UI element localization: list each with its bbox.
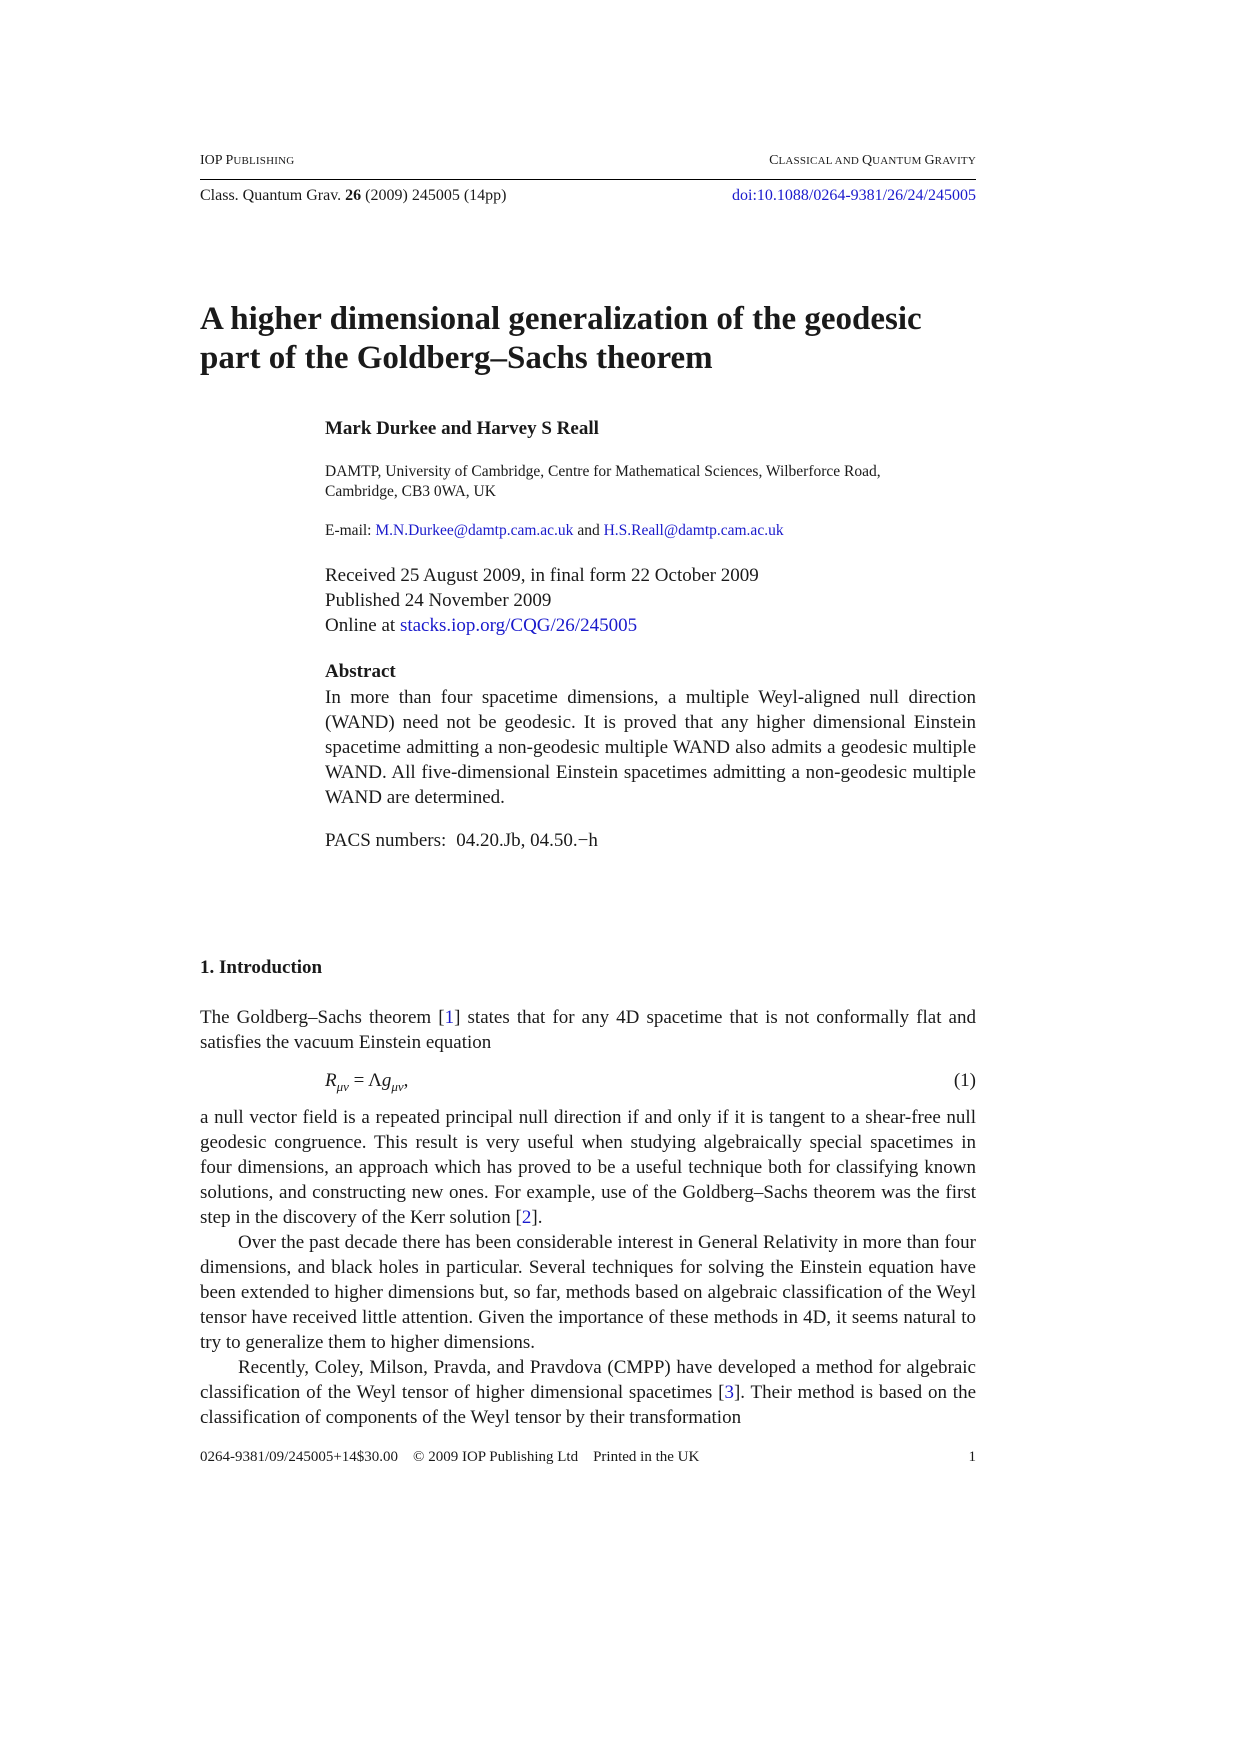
page-number: 1 bbox=[968, 1449, 976, 1465]
received-date: Received 25 August 2009, in final form 22 October 2009 bbox=[325, 565, 759, 586]
published-date: Published 24 November 2009 bbox=[325, 590, 552, 611]
email-link-durkee[interactable]: M.N.Durkee@damtp.cam.ac.uk bbox=[375, 522, 574, 539]
publisher-name: IOP PUBLISHING bbox=[200, 153, 295, 168]
intro-paragraph-3: Over the past decade there has been considerable interest in General Relativity in more than four dimensions, and black holes in particular. Several techniques for solving the Einstein equation have been extended to higher dimensions but, so far, methods based on algebraic classification of the Weyl tensor have received little attention. Given the importance of these methods in 4D, it seems natural to try to generalize them to higher dimensions. bbox=[200, 1232, 976, 1353]
equation-number: (1) bbox=[953, 1070, 976, 1091]
online-url-link[interactable]: stacks.iop.org/CQG/26/245005 bbox=[399, 615, 638, 636]
email-line: E-mail: M.N.Durkee@damtp.cam.ac.uk and H.S.Reall@damtp.cam.ac.uk bbox=[325, 522, 784, 539]
footer-info: 0264-9381/09/245005+14$30.00 © 2009 IOP Publishing Ltd Printed in the UK bbox=[200, 1449, 700, 1465]
article-title: A higher dimensional generalization of the geodesic part of the Goldberg–Sachs theorem bbox=[200, 301, 922, 376]
abstract-heading: Abstract bbox=[325, 661, 396, 682]
pacs-numbers: PACS numbers: 04.20.Jb, 04.50.−h bbox=[325, 830, 598, 851]
ref-link-3[interactable]: 3 bbox=[724, 1382, 734, 1403]
intro-paragraph-1: The Goldberg–Sachs theorem [1] states that for any 4D spacetime that is not conformally flat and satisfies the vacuum Einstein equation bbox=[200, 1007, 976, 1053]
authors: Mark Durkee and Harvey S Reall bbox=[325, 418, 599, 439]
section-heading-introduction: 1. Introduction bbox=[200, 957, 323, 978]
equation-1 bbox=[200, 1070, 976, 1096]
journal-name: CLASSICAL AND QUANTUM GRAVITY bbox=[769, 153, 976, 168]
intro-paragraph-4: Recently, Coley, Milson, Pravda, and Pravdova (CMPP) have developed a method for algebraic classification of the Weyl tensor of higher dimensional spacetimes [3]. Their method is based on the classification of components of the Weyl tensor by their transformation bbox=[200, 1357, 977, 1428]
abstract-text: In more than four spacetime dimensions, a multiple Weyl-aligned null direction (WAND) need not be geodesic. It is proved that any higher dimensional Einstein spacetime admitting a non-geodesic multiple WAND also admits a geodesic multiple WAND. All five-dimensional Einstein spacetimes admitting a non-geodesic multiple WAND are determined. bbox=[325, 687, 976, 808]
running-head bbox=[200, 153, 976, 180]
email-link-reall[interactable]: H.S.Reall@damtp.cam.ac.uk bbox=[603, 522, 784, 539]
ref-link-1[interactable]: 1 bbox=[444, 1007, 455, 1028]
intro-paragraph-2: a null vector field is a repeated principal null direction if and only if it is tangent to a shear-free null geodesic congruence. This result is very useful when studying algebraically special spacetimes in four dimensions, an approach which has proved to be a useful technique both for classifying known solutions, and constructing new ones. For example, use of the Goldberg–Sachs theorem was the first step in the discovery of the Kerr solution [2]. bbox=[200, 1107, 976, 1228]
doi-link[interactable]: doi:10.1088/0264-9381/26/24/245005 bbox=[732, 187, 976, 204]
online-at: Online at stacks.iop.org/CQG/26/245005 bbox=[325, 615, 638, 636]
equation-body: $R_{\mu\nu} = \Lambda g_{\mu\nu}$, bbox=[325, 1070, 409, 1094]
publication-dates bbox=[325, 563, 759, 638]
ref-link-2[interactable]: 2 bbox=[521, 1207, 532, 1228]
journal-citation: Class. Quantum Grav. 26 (2009) 245005 (14pp) bbox=[200, 187, 507, 204]
affiliation: DAMTP, University of Cambridge, Centre for Mathematical Sciences, Wilberforce Road, Cambridge, CB3 0WA, UK bbox=[325, 463, 881, 500]
